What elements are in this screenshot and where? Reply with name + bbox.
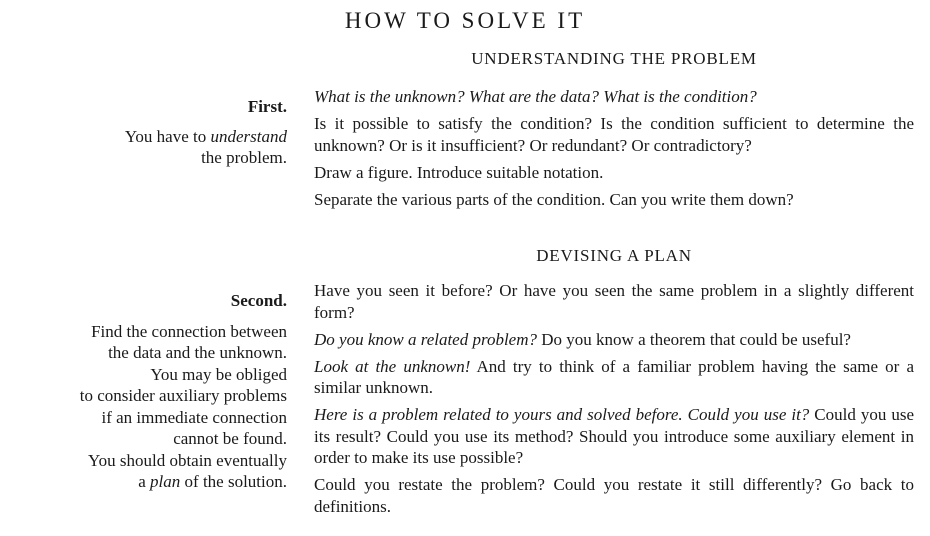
side-note-line: the data and the unknown. — [108, 343, 287, 362]
step-label-first: First. — [247, 97, 287, 116]
question-solved-before: Here is a problem related to yours and solved before. Could you use it? Could you use its result? Could you use its method? Should you introduce some auxiliary element in order to make its use possible? — [314, 405, 915, 467]
side-note-emphasis: understand — [210, 126, 287, 146]
side-note-line: You may be obliged — [150, 364, 287, 384]
side-note-emphasis: plan — [150, 472, 181, 491]
side-note-line: You should obtain eventually — [88, 450, 287, 470]
question-unknown: What is the unknown? What are the data? What is the condition? — [314, 87, 757, 106]
side-note-second — [0, 290, 287, 493]
question-restate: Could you restate the problem? Could you restate it still differently? Go back to definitions. — [314, 475, 914, 516]
question-separate: Separate the various parts of the condition. Can you write them down? — [314, 189, 794, 209]
side-note-line: Find the connection between — [91, 321, 287, 341]
question-look-unknown: Look at the unknown! And try to think of a familiar problem having the same or a similar unknown. — [314, 356, 914, 397]
side-note-line: to consider auxiliary problems — [79, 386, 287, 405]
side-note-line: cannot be found. — [173, 429, 287, 448]
question-related-problem: Do you know a related problem? Do you know a theorem that could be useful? — [314, 329, 851, 349]
question-seen-before: Have you seen it before? Or have you seen the same problem in a slightly different form? — [314, 281, 914, 322]
section-heading-understanding: UNDERSTANDING THE PROBLEM — [471, 49, 757, 68]
side-note-line: a plan of the solution. — [138, 472, 287, 491]
question-figure: Draw a figure. Introduce suitable notation. — [314, 162, 604, 182]
page-title: HOW TO SOLVE IT — [344, 8, 586, 33]
questions-devising — [314, 280, 914, 523]
questions-understanding — [314, 86, 914, 216]
side-note-line: the problem. — [201, 148, 287, 167]
question-condition: Is it possible to satisfy the condition? Is the condition sufficient to determine the unknown? Or is it insufficient? Or redundant? Or contradictory? — [314, 114, 914, 155]
section-heading-devising: DEVISING A PLAN — [536, 246, 692, 265]
step-label-second: Second. — [230, 291, 287, 310]
side-note-first — [0, 96, 287, 169]
side-note-line: if an immediate connection — [101, 407, 287, 427]
side-note-line: You have to understand — [124, 126, 287, 146]
